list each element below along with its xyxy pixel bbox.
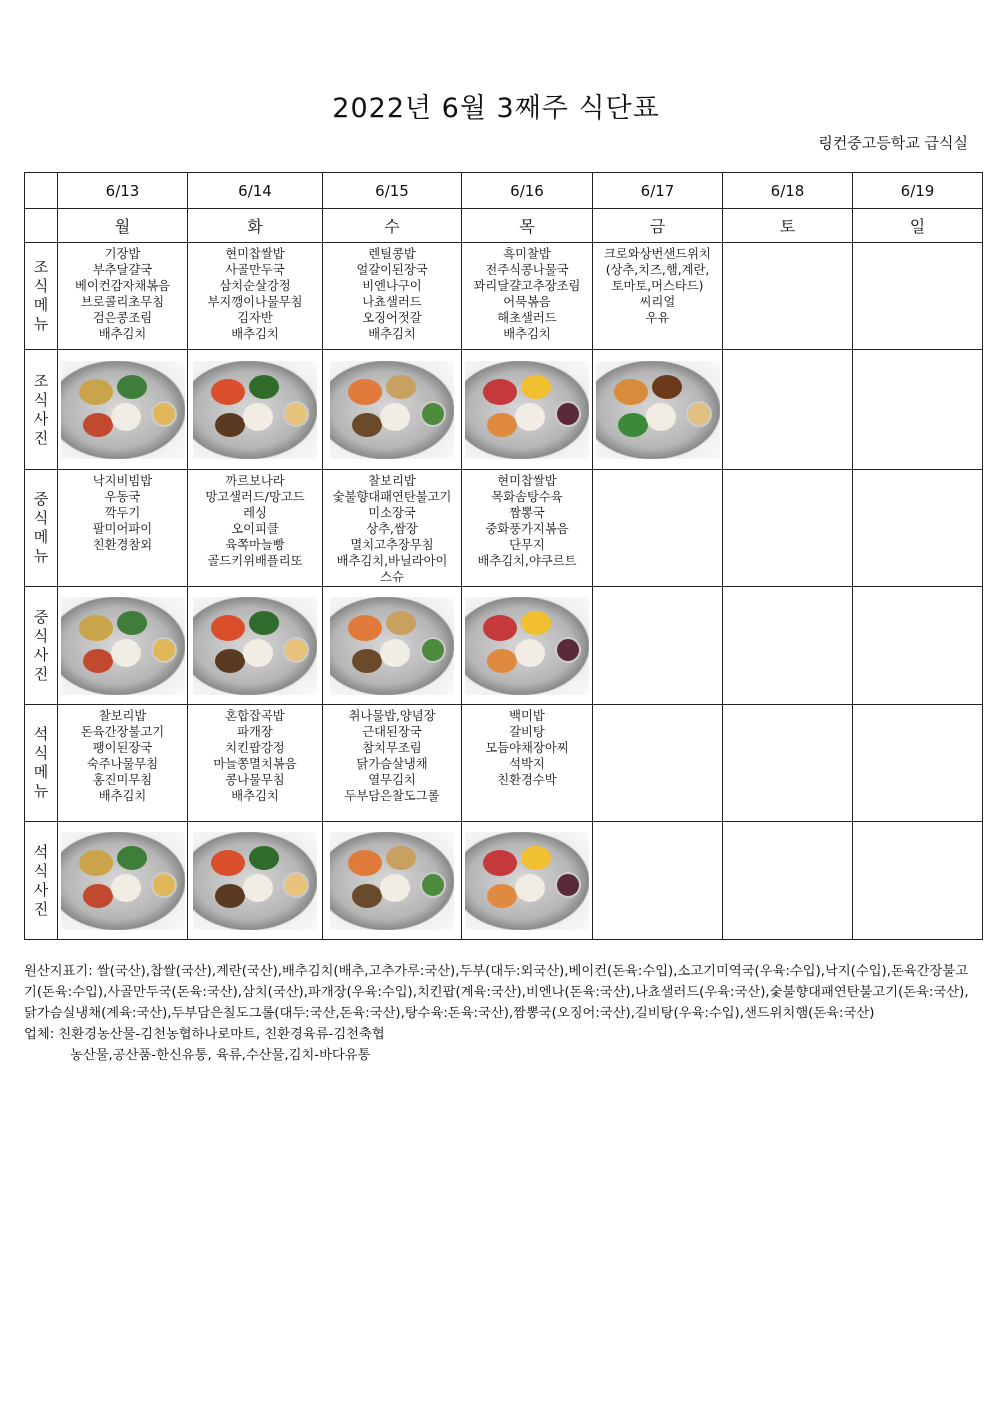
lunch-menu-cell: [462, 470, 593, 587]
breakfast-menu-cell: [593, 243, 723, 350]
menu-item: 해초샐러드: [497, 311, 557, 325]
vendor-note-2: 농산물,공산품-한신유통, 육류,수산물,김치-바다유통: [70, 1048, 371, 1063]
menu-item: 렌틸콩밥: [368, 247, 416, 261]
menu-item: 오징어젓갈: [362, 311, 422, 325]
food-portion: [117, 611, 147, 635]
menu-item: 백미밥: [509, 709, 545, 723]
lunch-photo-cell: [593, 587, 723, 705]
row-label-char: 진: [33, 664, 49, 683]
lunch-photo-row-label: [25, 587, 58, 705]
rice-portion: [380, 874, 410, 902]
menu-item: 갈비탕: [509, 725, 545, 739]
dinner-menu-cell: [853, 705, 983, 822]
food-portion: [348, 850, 382, 876]
corner-cell: [25, 209, 58, 243]
menu-item: 우유: [645, 311, 670, 325]
food-portion: [79, 379, 113, 405]
food-portion: [79, 615, 113, 641]
soup-bowl: [283, 401, 309, 427]
food-portion: [487, 884, 517, 908]
food-portion: [521, 846, 551, 870]
menu-item: 얼갈이된장국: [356, 263, 428, 277]
dinner-photo-row-label: [25, 822, 58, 940]
lunch-photo-cell: [58, 587, 188, 705]
soup-bowl: [555, 872, 581, 898]
date-header-row: [25, 173, 983, 209]
soup-bowl: [420, 401, 446, 427]
menu-item: 까르보나라: [225, 474, 285, 488]
menu-item: 멸치고추장무침: [350, 538, 434, 552]
menu-item: 낙지비빔밥: [92, 474, 153, 488]
dinner-menu-row: [25, 705, 983, 822]
food-portion: [618, 413, 648, 437]
row-label-char: 진: [33, 428, 49, 447]
lunch-menu-cell: [853, 470, 983, 587]
menu-item: 치킨팝강정: [225, 741, 285, 755]
rice-portion: [646, 403, 676, 431]
food-portion: [83, 649, 113, 673]
breakfast-menu-row: [25, 243, 983, 350]
day-cell: 화: [188, 209, 323, 243]
menu-item: 친환경참외: [92, 538, 153, 552]
menu-item: 부추달걀국: [92, 263, 153, 277]
menu-item: 열무김치: [368, 773, 416, 787]
menu-item: 배추김치: [503, 327, 551, 341]
menu-item: 현미찹쌀밥: [497, 474, 557, 488]
meal-photo: [330, 597, 454, 695]
rice-portion: [380, 403, 410, 431]
menu-item: 사골만두국: [225, 263, 285, 277]
meal-photo: [61, 361, 185, 459]
meal-photo: [330, 832, 454, 930]
menu-item: 부지깽이나물무침: [207, 295, 303, 309]
food-portion: [348, 615, 382, 641]
menu-item: 취나물밥,양념장: [348, 709, 436, 723]
row-label-char: 조: [33, 258, 49, 276]
dinner-photo-cell: [462, 822, 593, 940]
food-portion: [352, 884, 382, 908]
meal-photo: [61, 597, 185, 695]
rice-portion: [111, 874, 141, 902]
day-cell: 금: [593, 209, 723, 243]
row-label-char: 사: [33, 880, 49, 899]
food-portion: [117, 375, 147, 399]
row-label-char: 메: [33, 528, 49, 546]
food-portion: [386, 611, 416, 635]
dinner-menu-cell: [323, 705, 462, 822]
food-portion: [215, 884, 245, 908]
menu-item: 전주식콩나물국: [485, 263, 569, 277]
meal-photo: [465, 832, 589, 930]
dinner-menu-cell: [462, 705, 593, 822]
menu-item: 모듬야채장아찌: [485, 741, 569, 755]
menu-item: 흑미찰밥: [503, 247, 551, 261]
dinner-photo-cell: [188, 822, 323, 940]
breakfast-photo-cell: [462, 350, 593, 470]
breakfast-photo-cell: [323, 350, 462, 470]
menu-item: 팽이된장국: [92, 741, 153, 755]
lunch-menu-cell: [593, 470, 723, 587]
menu-item: 망고샐러드/망고드: [205, 490, 305, 504]
menu-item: 찰보리밥: [98, 709, 147, 723]
food-portion: [211, 850, 245, 876]
meal-photo: [330, 361, 454, 459]
breakfast-photo-cell: [723, 350, 853, 470]
row-label-char: 뉴: [33, 782, 49, 800]
rice-portion: [380, 639, 410, 667]
lunch-menu-cell: [323, 470, 462, 587]
corner-cell: [25, 173, 58, 209]
origin-note: 원산지표기: 쌀(국산),찹쌀(국산),계란(국산),배추김치(배추,고추가루:국산),두부(대두:외국산),베이컨(돈육:수입),소고기미역국(우육:수입),낙지(수입),돈육간장불고기(돈육:수입),사골만두국(돈육:국산),삼치(국산),파개장(우육:수입),치킨팝(계육:국산),비엔나(돈육:국산),나쵸샐러드(우육:국산),숯불향대패연탄불고기(돈육:국산),닭가슴실냉채(계육:국산),두부담은칠도그롤(대두:국산,돈육:국산),탕수육:돈육:국산),짬뽕국(오징어:국산),길비탕(우육:수입),샌드위치햄(돈육:국산): [24, 964, 969, 1021]
lunch-menu-cell: [58, 470, 188, 587]
dinner-menu-cell: [593, 705, 723, 822]
row-label-char: 식: [33, 390, 49, 409]
meal-photo: [465, 361, 589, 459]
lunch-menu-row: [25, 470, 983, 587]
food-portion: [521, 375, 551, 399]
food-portion: [352, 649, 382, 673]
rice-portion: [243, 403, 273, 431]
meal-photo: [465, 597, 589, 695]
menu-item: 기장밥: [104, 247, 141, 261]
row-label-char: 메: [33, 763, 49, 781]
lunch-photo-cell: [188, 587, 323, 705]
dinner-photo-cell: [723, 822, 853, 940]
menu-item: 베이컨감자채볶음: [74, 279, 171, 293]
rice-portion: [111, 403, 141, 431]
rice-portion: [243, 639, 273, 667]
menu-item: 친환경수박: [497, 773, 557, 787]
row-label-char: 식: [33, 626, 49, 645]
menu-table: [24, 172, 983, 940]
menu-item: 미소장국: [368, 506, 416, 520]
menu-item: 비엔나구이: [362, 279, 422, 293]
soup-bowl: [420, 637, 446, 663]
menu-item: 배추김치,야쿠르트: [477, 554, 577, 568]
meal-photo: [193, 361, 317, 459]
day-cell: 월: [58, 209, 188, 243]
row-label-char: 사: [33, 409, 49, 428]
food-portion: [79, 850, 113, 876]
soup-bowl: [686, 401, 712, 427]
menu-item: 참치무조림: [362, 741, 422, 755]
menu-item: 콩나물무침: [225, 773, 285, 787]
food-portion: [614, 379, 648, 405]
meal-photo: [193, 832, 317, 930]
menu-item: 검은콩조림: [92, 311, 153, 325]
day-header-row: [25, 209, 983, 243]
meal-photo: [61, 832, 185, 930]
menu-item: 김자반: [237, 311, 273, 325]
menu-item: 나쵸샐러드: [362, 295, 422, 309]
day-cell: 토: [723, 209, 853, 243]
menu-item: 숯불향대패연탄불고기: [332, 490, 452, 504]
menu-item: 오이피클: [231, 522, 279, 536]
food-portion: [352, 413, 382, 437]
menu-item: 배추김치: [98, 327, 147, 341]
breakfast-photo-row-label: [25, 350, 58, 470]
row-label-char: 석: [33, 842, 49, 861]
breakfast-menu-row-label: [25, 243, 58, 350]
menu-item: 토마토,머스타드): [611, 279, 704, 293]
date-cell: 6/15: [323, 173, 462, 209]
menu-item: 마늘쫑멸치볶음: [213, 757, 297, 771]
date-cell: 6/14: [188, 173, 323, 209]
menu-item: 스슈: [380, 570, 404, 584]
row-label-char: 식: [33, 509, 49, 527]
dinner-menu-cell: [58, 705, 188, 822]
row-label-char: 뉴: [33, 547, 49, 565]
food-portion: [249, 846, 279, 870]
rice-portion: [515, 403, 545, 431]
breakfast-photo-cell: [58, 350, 188, 470]
row-label-char: 사: [33, 645, 49, 664]
row-label-char: 석: [33, 725, 49, 743]
food-portion: [483, 615, 517, 641]
menu-item: 파개장: [237, 725, 273, 739]
rice-portion: [111, 639, 141, 667]
page-title: 2022년 6월 3째주 식단표: [332, 93, 660, 124]
menu-item: 어묵볶음: [503, 295, 551, 309]
rice-portion: [515, 874, 545, 902]
menu-item: 팔미어파이: [92, 522, 153, 536]
menu-item: 배추김치,바닐라아이: [336, 554, 448, 568]
date-cell: 6/19: [853, 173, 983, 209]
food-portion: [386, 375, 416, 399]
soup-bowl: [151, 401, 177, 427]
menu-item: 단무지: [509, 538, 545, 552]
lunch-menu-cell: [188, 470, 323, 587]
row-label-char: 식: [33, 277, 49, 295]
food-portion: [117, 846, 147, 870]
menu-item: 우동국: [104, 490, 141, 504]
dinner-photo-cell: [58, 822, 188, 940]
breakfast-photo-cell: [188, 350, 323, 470]
day-cell: 일: [853, 209, 983, 243]
food-portion: [521, 611, 551, 635]
row-label-char: 진: [33, 899, 49, 918]
dinner-menu-cell: [188, 705, 323, 822]
food-portion: [83, 884, 113, 908]
date-cell: 6/13: [58, 173, 188, 209]
breakfast-menu-cell: [723, 243, 853, 350]
food-portion: [652, 375, 682, 399]
food-portion: [483, 379, 517, 405]
menu-item: 석박지: [509, 757, 545, 771]
food-portion: [215, 413, 245, 437]
menu-item: 깍두기: [104, 506, 141, 520]
vendor-note-1: 업체: 친환경농산물-김천농협하나로마트, 친환경육류-김천축협: [24, 1027, 385, 1042]
row-label-char: 식: [33, 861, 49, 880]
menu-item: 삼치순살강정: [219, 279, 291, 293]
food-portion: [487, 413, 517, 437]
breakfast-menu-cell: [323, 243, 462, 350]
lunch-photo-cell: [462, 587, 593, 705]
dinner-photo-row: [25, 822, 983, 940]
date-cell: 6/16: [462, 173, 593, 209]
dinner-menu-row-label: [25, 705, 58, 822]
menu-item: 크로와상번샌드위치: [604, 247, 711, 261]
menu-item: 배추김치: [368, 327, 416, 341]
menu-item: 숙주나물무침: [86, 757, 159, 771]
menu-item: 혼합잡곡밥: [225, 709, 285, 723]
row-label-char: 뉴: [33, 315, 49, 333]
breakfast-menu-cell: [853, 243, 983, 350]
row-label-char: 메: [33, 296, 49, 314]
meal-photo: [596, 361, 720, 459]
menu-item: 찰보리밥: [368, 474, 416, 488]
menu-item: 목화솜탕수육: [491, 490, 563, 504]
menu-item: 레싱: [243, 506, 267, 520]
day-cell: 목: [462, 209, 593, 243]
school-name: 링컨중고등학교 급식실: [818, 134, 968, 152]
dinner-photo-cell: [593, 822, 723, 940]
food-portion: [487, 649, 517, 673]
menu-item: 꽈리달걀고추장조림: [473, 279, 581, 293]
menu-item: 골드키위배플리또: [207, 554, 303, 568]
date-cell: 6/18: [723, 173, 853, 209]
food-portion: [483, 850, 517, 876]
menu-item: 상추,쌈장: [366, 522, 418, 536]
breakfast-menu-cell: [188, 243, 323, 350]
menu-item: 배추김치: [231, 789, 279, 803]
row-label-char: 조: [33, 371, 49, 390]
menu-item: 배추김치: [98, 789, 147, 803]
menu-item: 현미찹쌀밥: [225, 247, 285, 261]
menu-item: 근대된장국: [362, 725, 422, 739]
lunch-photo-row: [25, 587, 983, 705]
soup-bowl: [151, 637, 177, 663]
lunch-photo-cell: [853, 587, 983, 705]
notes: [24, 961, 974, 1066]
lunch-photo-cell: [723, 587, 853, 705]
food-portion: [211, 615, 245, 641]
menu-item: 브로콜리초무침: [80, 295, 165, 309]
menu-item: 씨리얼: [639, 295, 676, 309]
row-label-char: 중: [33, 607, 49, 626]
menu-item: 돈육간장불고기: [80, 725, 165, 739]
day-cell: 수: [323, 209, 462, 243]
food-portion: [249, 375, 279, 399]
row-label-char: 중: [33, 490, 49, 508]
row-label-char: 식: [33, 744, 49, 762]
dinner-photo-cell: [853, 822, 983, 940]
menu-item: 짬뽕국: [509, 506, 545, 520]
breakfast-menu-cell: [462, 243, 593, 350]
breakfast-photo-cell: [593, 350, 723, 470]
soup-bowl: [555, 637, 581, 663]
soup-bowl: [420, 872, 446, 898]
soup-bowl: [555, 401, 581, 427]
rice-portion: [243, 874, 273, 902]
menu-item: 홍진미무침: [92, 773, 153, 787]
soup-bowl: [151, 872, 177, 898]
meal-photo: [193, 597, 317, 695]
lunch-photo-cell: [323, 587, 462, 705]
soup-bowl: [283, 872, 309, 898]
food-portion: [249, 611, 279, 635]
menu-item: 두부담은찰도그롤: [344, 789, 440, 803]
breakfast-photo-cell: [853, 350, 983, 470]
date-cell: 6/17: [593, 173, 723, 209]
menu-item: (상추,치즈,햄,계란,: [605, 263, 710, 277]
food-portion: [211, 379, 245, 405]
dinner-menu-cell: [723, 705, 853, 822]
menu-item: 육쪽마늘빵: [225, 538, 285, 552]
dinner-photo-cell: [323, 822, 462, 940]
lunch-menu-row-label: [25, 470, 58, 587]
lunch-menu-cell: [723, 470, 853, 587]
food-portion: [386, 846, 416, 870]
breakfast-menu-cell: [58, 243, 188, 350]
menu-item: 닭가슴살냉채: [356, 757, 428, 771]
breakfast-photo-row: [25, 350, 983, 470]
food-portion: [83, 413, 113, 437]
menu-item: 중화풍가지볶음: [485, 522, 569, 536]
rice-portion: [515, 639, 545, 667]
soup-bowl: [283, 637, 309, 663]
food-portion: [348, 379, 382, 405]
menu-item: 배추김치: [231, 327, 279, 341]
food-portion: [215, 649, 245, 673]
